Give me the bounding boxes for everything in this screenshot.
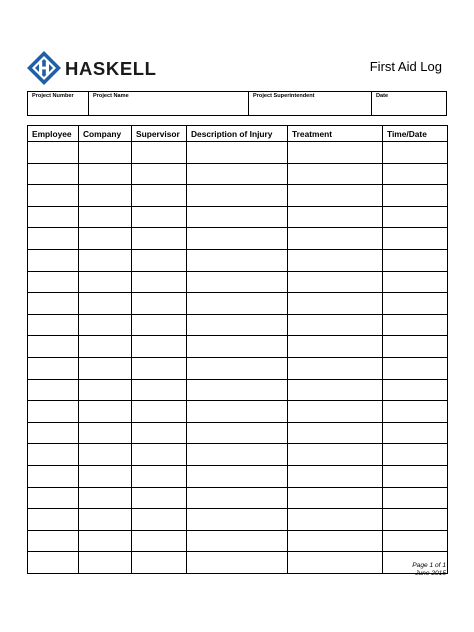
table-cell[interactable] <box>28 336 79 358</box>
table-cell[interactable] <box>79 509 132 531</box>
first-aid-log-table <box>27 125 448 574</box>
table-row <box>28 465 448 487</box>
table-cell[interactable] <box>79 379 132 401</box>
table-cell[interactable] <box>132 552 187 574</box>
table-cell[interactable] <box>187 293 288 315</box>
table-cell[interactable] <box>383 271 448 293</box>
project-superintendent-field[interactable] <box>249 92 372 115</box>
table-cell[interactable] <box>79 444 132 466</box>
table-cell[interactable] <box>132 206 187 228</box>
column-header-company: Company <box>79 126 132 142</box>
table-row <box>28 185 448 207</box>
table-cell[interactable] <box>288 552 383 574</box>
table-cell[interactable] <box>132 530 187 552</box>
table-cell[interactable] <box>28 249 79 271</box>
table-cell[interactable] <box>383 465 448 487</box>
table-cell[interactable] <box>383 249 448 271</box>
table-cell[interactable] <box>28 163 79 185</box>
table-cell[interactable] <box>383 444 448 466</box>
table-cell[interactable] <box>383 422 448 444</box>
table-cell[interactable] <box>288 271 383 293</box>
table-cell[interactable] <box>187 530 288 552</box>
table-cell[interactable] <box>79 314 132 336</box>
table-cell[interactable] <box>383 401 448 423</box>
table-cell[interactable] <box>79 552 132 574</box>
table-cell[interactable] <box>132 465 187 487</box>
table-cell[interactable] <box>132 293 187 315</box>
table-cell[interactable] <box>132 487 187 509</box>
table-cell[interactable] <box>132 336 187 358</box>
table-cell[interactable] <box>383 509 448 531</box>
table-header-row <box>28 126 448 142</box>
table-cell[interactable] <box>187 422 288 444</box>
table-cell[interactable] <box>187 444 288 466</box>
table-cell[interactable] <box>79 271 132 293</box>
date-field[interactable] <box>372 92 446 115</box>
column-header-supervisor: Supervisor <box>132 126 187 142</box>
table-cell[interactable] <box>288 228 383 250</box>
table-cell[interactable] <box>288 401 383 423</box>
table-cell[interactable] <box>132 509 187 531</box>
table-row <box>28 163 448 185</box>
table-row <box>28 249 448 271</box>
table-cell[interactable] <box>79 163 132 185</box>
table-cell[interactable] <box>383 142 448 164</box>
revision-date: June 2015 <box>415 570 446 577</box>
table-cell[interactable] <box>28 293 79 315</box>
project-name-label: Project Name <box>93 93 129 99</box>
table-cell[interactable] <box>288 465 383 487</box>
table-cell[interactable] <box>28 206 79 228</box>
table-cell[interactable] <box>132 422 187 444</box>
table-cell[interactable] <box>187 357 288 379</box>
table-cell[interactable] <box>187 401 288 423</box>
table-cell[interactable] <box>79 401 132 423</box>
table-cell[interactable] <box>132 444 187 466</box>
table-cell[interactable] <box>288 379 383 401</box>
table-cell[interactable] <box>28 228 79 250</box>
table-cell[interactable] <box>28 357 79 379</box>
project-name-field[interactable] <box>89 92 249 115</box>
table-cell[interactable] <box>288 444 383 466</box>
table-cell[interactable] <box>187 314 288 336</box>
table-cell[interactable] <box>383 487 448 509</box>
table-cell[interactable] <box>187 185 288 207</box>
table-cell[interactable] <box>383 228 448 250</box>
table-cell[interactable] <box>383 379 448 401</box>
table-cell[interactable] <box>79 228 132 250</box>
table-cell[interactable] <box>79 185 132 207</box>
table-cell[interactable] <box>187 379 288 401</box>
table-row <box>28 552 448 574</box>
table-row <box>28 271 448 293</box>
company-name: HASKELL <box>65 57 157 79</box>
table-cell[interactable] <box>132 271 187 293</box>
page-title: First Aid Log <box>369 59 442 74</box>
table-cell[interactable] <box>132 228 187 250</box>
haskell-logo <box>27 51 157 85</box>
table-row <box>28 206 448 228</box>
table-cell[interactable] <box>28 509 79 531</box>
table-row <box>28 509 448 531</box>
table-cell[interactable] <box>79 293 132 315</box>
table-row <box>28 530 448 552</box>
table-cell[interactable] <box>383 314 448 336</box>
table-cell[interactable] <box>288 293 383 315</box>
project-number-field[interactable] <box>28 92 89 115</box>
page-footer <box>412 562 446 578</box>
table-cell[interactable] <box>132 163 187 185</box>
table-row <box>28 336 448 358</box>
table-cell[interactable] <box>79 530 132 552</box>
table-row <box>28 379 448 401</box>
table-cell[interactable] <box>28 142 79 164</box>
table-cell[interactable] <box>28 422 79 444</box>
table-cell[interactable] <box>187 336 288 358</box>
table-cell[interactable] <box>28 401 79 423</box>
table-cell[interactable] <box>187 228 288 250</box>
table-cell[interactable] <box>132 314 187 336</box>
table-cell[interactable] <box>28 185 79 207</box>
table-cell[interactable] <box>28 530 79 552</box>
table-cell[interactable] <box>383 206 448 228</box>
table-cell[interactable] <box>187 142 288 164</box>
date-label: Date <box>376 93 389 99</box>
project-number-label: Project Number <box>32 93 74 99</box>
haskell-h-diamond-icon <box>27 51 61 85</box>
table-cell[interactable] <box>288 185 383 207</box>
table-cell[interactable] <box>288 314 383 336</box>
table-cell[interactable] <box>79 487 132 509</box>
table-cell[interactable] <box>132 142 187 164</box>
log-table-body <box>28 142 448 574</box>
table-cell[interactable] <box>383 185 448 207</box>
table-cell[interactable] <box>383 293 448 315</box>
table-row <box>28 444 448 466</box>
table-cell[interactable] <box>288 487 383 509</box>
table-cell[interactable] <box>288 206 383 228</box>
table-row <box>28 293 448 315</box>
table-cell[interactable] <box>132 401 187 423</box>
page-number: Page 1 of 1 <box>412 562 446 569</box>
table-cell[interactable] <box>132 357 187 379</box>
table-cell[interactable] <box>28 552 79 574</box>
column-header-description-of-injury: Description of Injury <box>187 126 288 142</box>
table-cell[interactable] <box>383 357 448 379</box>
table-cell[interactable] <box>132 249 187 271</box>
table-cell[interactable] <box>187 487 288 509</box>
table-row <box>28 401 448 423</box>
table-cell[interactable] <box>28 314 79 336</box>
table-cell[interactable] <box>288 422 383 444</box>
table-row <box>28 314 448 336</box>
table-cell[interactable] <box>288 163 383 185</box>
table-row <box>28 422 448 444</box>
table-cell[interactable] <box>79 206 132 228</box>
table-cell[interactable] <box>187 509 288 531</box>
column-header-employee: Employee <box>28 126 79 142</box>
table-cell[interactable] <box>187 271 288 293</box>
column-header-treatment: Treatment <box>288 126 383 142</box>
table-cell[interactable] <box>187 249 288 271</box>
table-cell[interactable] <box>28 271 79 293</box>
table-cell[interactable] <box>187 163 288 185</box>
table-cell[interactable] <box>288 249 383 271</box>
table-row <box>28 357 448 379</box>
table-cell[interactable] <box>79 142 132 164</box>
table-cell[interactable] <box>79 422 132 444</box>
table-cell[interactable] <box>288 530 383 552</box>
table-cell[interactable] <box>288 142 383 164</box>
project-superintendent-label: Project Superintendent <box>253 93 315 99</box>
table-cell[interactable] <box>79 465 132 487</box>
table-cell[interactable] <box>187 465 288 487</box>
table-cell[interactable] <box>288 336 383 358</box>
table-cell[interactable] <box>79 357 132 379</box>
table-cell[interactable] <box>288 509 383 531</box>
table-cell[interactable] <box>28 487 79 509</box>
table-cell[interactable] <box>288 357 383 379</box>
project-info-box <box>27 91 447 116</box>
table-cell[interactable] <box>28 379 79 401</box>
table-cell[interactable] <box>132 379 187 401</box>
table-cell[interactable] <box>383 336 448 358</box>
column-header-time-date: Time/Date <box>383 126 448 142</box>
table-cell[interactable] <box>187 206 288 228</box>
table-row <box>28 487 448 509</box>
table-cell[interactable] <box>187 552 288 574</box>
table-cell[interactable] <box>28 465 79 487</box>
table-cell[interactable] <box>383 530 448 552</box>
table-row <box>28 142 448 164</box>
table-cell[interactable] <box>28 444 79 466</box>
table-cell[interactable] <box>79 249 132 271</box>
table-cell[interactable] <box>383 163 448 185</box>
table-row <box>28 228 448 250</box>
table-cell[interactable] <box>132 185 187 207</box>
table-cell[interactable] <box>79 336 132 358</box>
